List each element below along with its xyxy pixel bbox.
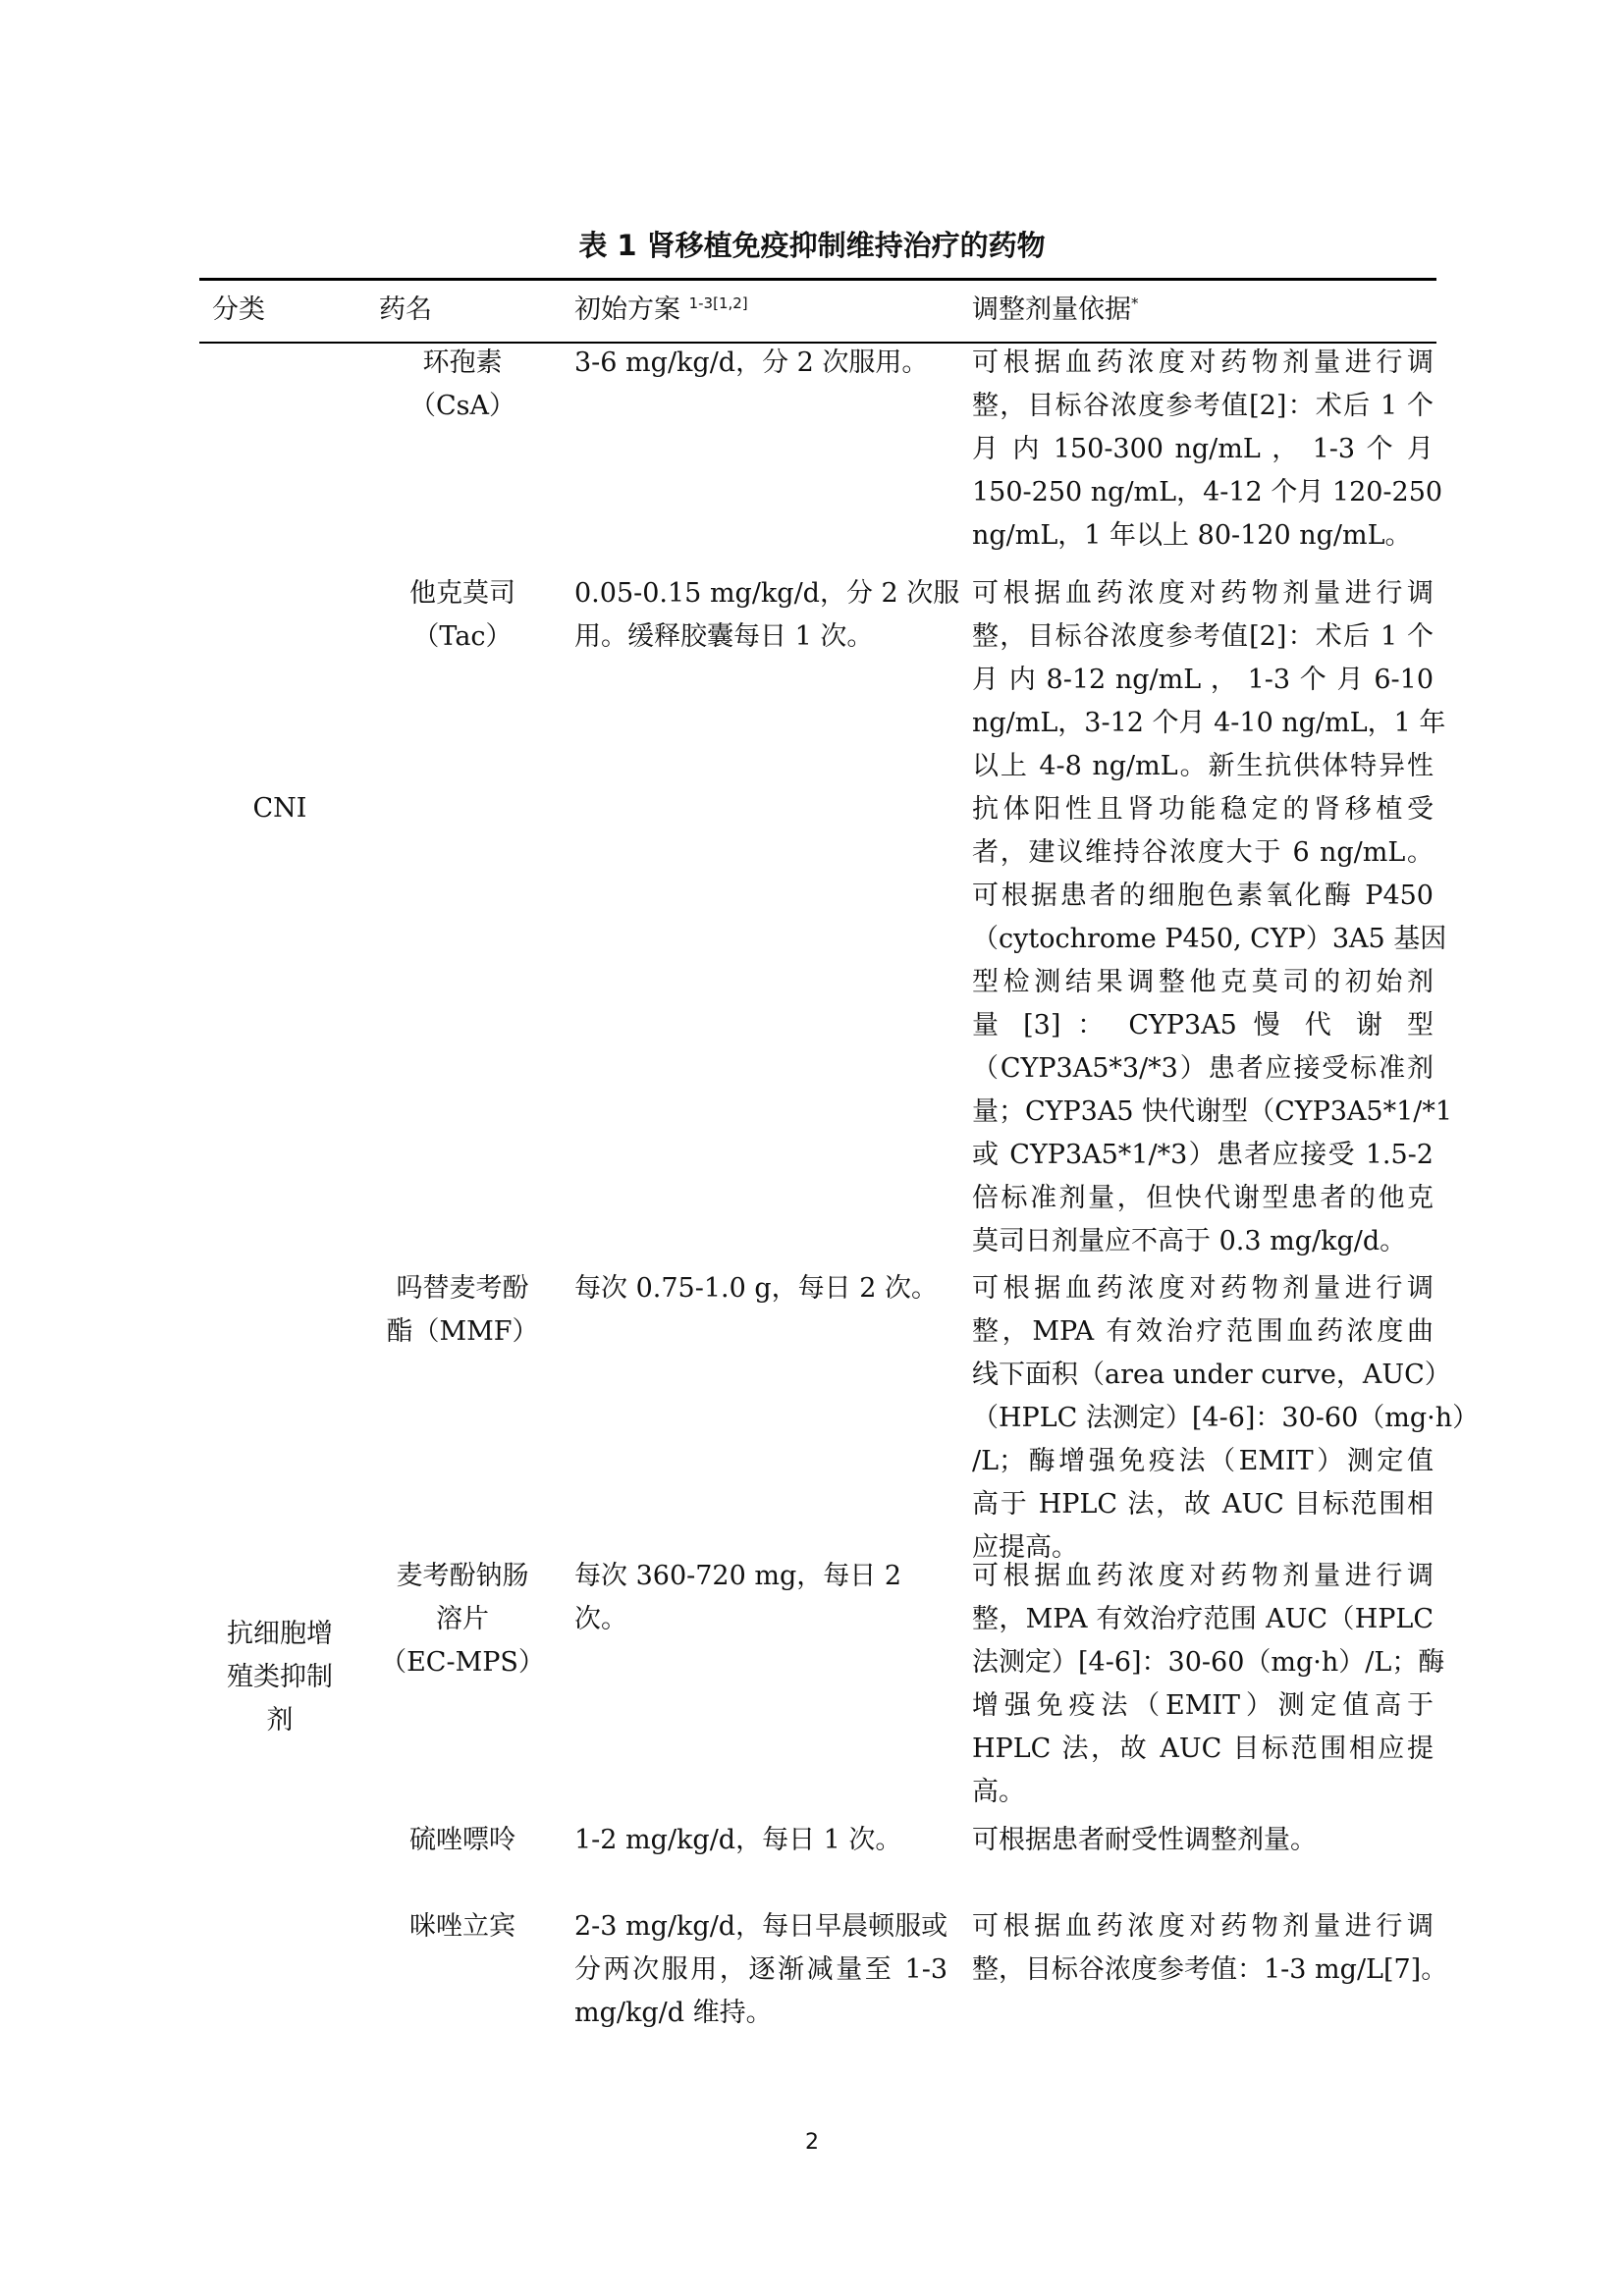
- dose-adjustment-line: 倍标准剂量，但快代谢型患者的他克: [972, 1183, 1434, 1213]
- category-antiproliferative: [201, 1613, 358, 1742]
- table-top-rule: [199, 278, 1436, 281]
- drug-name-line: （Tac）: [412, 621, 513, 652]
- initial-regimen: [574, 572, 960, 659]
- dose-adjustment-line: 法测定）[4-6]：30-60（mg·h）/L；酶: [972, 1647, 1445, 1678]
- drug-name: [369, 1905, 556, 1949]
- category-line: 抗细胞增: [227, 1619, 333, 1649]
- header-initial: [574, 288, 748, 326]
- dose-adjustment: [972, 1267, 1480, 1570]
- dose-adjustment-line: 莫司日剂量应不高于 0.3 mg/kg/d。: [972, 1226, 1407, 1256]
- dose-adjustment-line: （CYP3A5*3/*3）患者应接受标准剂: [972, 1053, 1434, 1084]
- dose-adjustment: [972, 1905, 1448, 1992]
- drug-name: [369, 1819, 556, 1862]
- dose-adjustment-line: 月 内 150-300 ng/mL ， 1-3 个 月: [972, 434, 1434, 464]
- dose-adjustment-line: 线下面积（area under curve，AUC）: [972, 1360, 1451, 1390]
- page-number: 2: [805, 2130, 819, 2155]
- dose-adjustment: [972, 1555, 1445, 1814]
- dose-adjustment-line: 高于 HPLC 法，故 AUC 目标范围相: [972, 1489, 1434, 1520]
- header-initial-label: 初始方案: [574, 294, 680, 325]
- drug-name: [369, 572, 556, 659]
- initial-regimen-line: mg/kg/d 维持。: [574, 1998, 773, 2028]
- drug-name-line: （CsA）: [408, 391, 515, 421]
- initial-regimen-line: 分两次服用，逐渐减量至 1-3: [574, 1954, 947, 1985]
- dose-adjustment-line: 增强免疫法（EMIT）测定值高于: [972, 1690, 1434, 1721]
- drug-name-line: 吗替麦考酚: [396, 1273, 529, 1304]
- initial-regimen-line: 2-3 mg/kg/d，每日早晨顿服或: [574, 1911, 948, 1942]
- dose-adjustment-line: /L；酶增强免疫法（EMIT）测定值: [972, 1446, 1434, 1476]
- dose-adjustment-line: 整，目标谷浓度参考值：1-3 mg/L[7]。: [972, 1954, 1448, 1985]
- drug-name: [369, 1555, 556, 1684]
- drug-name-line: 环孢素: [422, 347, 503, 378]
- initial-regimen-line: 每次 0.75-1.0 g，每日 2 次。: [574, 1273, 938, 1304]
- dose-adjustment-line: ng/mL，3-12 个月 4-10 ng/mL，1 年: [972, 708, 1446, 738]
- category-line: 剂: [266, 1705, 294, 1735]
- drug-name-line: 他克莫司: [409, 578, 515, 609]
- drug-name: [369, 1267, 556, 1354]
- initial-regimen-line: 用。缓释胶囊每日 1 次。: [574, 621, 874, 652]
- drug-name-line: 酯（MMF）: [386, 1316, 539, 1347]
- dose-adjustment-line: 可根据血药浓度对药物剂量进行调: [972, 1561, 1434, 1591]
- dose-adjustment: [972, 572, 1453, 1263]
- dose-adjustment-line: 可根据血药浓度对药物剂量进行调: [972, 578, 1434, 609]
- header-category: 分类: [212, 294, 265, 325]
- dose-adjustment-line: 可根据患者的细胞色素氧化酶 P450: [972, 881, 1434, 911]
- header-drug: 药名: [379, 294, 432, 325]
- dose-adjustment-line: 整，MPA 有效治疗范围血药浓度曲: [972, 1316, 1434, 1347]
- drug-name-line: 硫唑嘌呤: [409, 1825, 515, 1855]
- dose-adjustment-line: ng/mL，1 年以上 80-120 ng/mL。: [972, 520, 1412, 551]
- dose-adjustment-line: 量 [3] ： CYP3A5 慢 代 谢 型: [972, 1010, 1434, 1041]
- dose-adjustment-line: 可根据血药浓度对药物剂量进行调: [972, 347, 1434, 378]
- dose-adjustment-line: 者，建议维持谷浓度大于 6 ng/mL。: [972, 837, 1434, 868]
- dose-adjustment-line: 应提高。: [972, 1532, 1078, 1563]
- dose-adjustment-line: 整，目标谷浓度参考值[2]：术后 1 个: [972, 621, 1434, 652]
- header-initial-ref: 1-3[1,2]: [688, 294, 748, 312]
- category-line: 殖类抑制: [227, 1662, 333, 1692]
- dose-adjustment-line: 可根据血药浓度对药物剂量进行调: [972, 1273, 1434, 1304]
- dose-adjustment-line: 可根据患者耐受性调整剂量。: [972, 1825, 1317, 1855]
- initial-regimen: [574, 1819, 947, 1862]
- dose-adjustment-line: HPLC 法，故 AUC 目标范围相应提: [972, 1734, 1434, 1764]
- header-adjust-label: 调整剂量依据: [972, 294, 1131, 325]
- header-adjust: [972, 288, 1139, 326]
- dose-adjustment-line: 型检测结果调整他克莫司的初始剂: [972, 967, 1434, 997]
- initial-regimen: [574, 1905, 947, 2035]
- drug-name-line: （EC-MPS）: [380, 1647, 545, 1678]
- initial-regimen: [574, 1267, 947, 1310]
- category-cni: CNI: [252, 793, 307, 824]
- dose-adjustment: [972, 342, 1443, 558]
- dose-adjustment-line: 以上 4-8 ng/mL。新生抗供体特异性: [972, 751, 1434, 781]
- drug-name: [369, 342, 556, 428]
- dose-adjustment-line: 抗体阳性且肾功能稳定的肾移植受: [972, 794, 1434, 825]
- initial-regimen: [574, 342, 947, 385]
- drug-name-line: 麦考酚钠肠: [396, 1561, 529, 1591]
- dose-adjustment-line: 可根据血药浓度对药物剂量进行调: [972, 1911, 1434, 1942]
- dose-adjustment-line: 或 CYP3A5*1/*3）患者应接受 1.5-2: [972, 1140, 1434, 1170]
- initial-regimen-line: 0.05-0.15 mg/kg/d，分 2 次服: [574, 578, 960, 609]
- drug-name-line: 溶片: [436, 1604, 489, 1634]
- header-adjust-mark: *: [1131, 294, 1139, 312]
- initial-regimen-line: 3-6 mg/kg/d，分 2 次服用。: [574, 347, 929, 378]
- table-title: 表 1 肾移植免疫抑制维持治疗的药物: [578, 229, 1046, 262]
- drug-name-line: 咪唑立宾: [409, 1911, 515, 1942]
- dose-adjustment-line: 高。: [972, 1777, 1025, 1807]
- dose-adjustment-line: 整，MPA 有效治疗范围 AUC（HPLC: [972, 1604, 1434, 1634]
- dose-adjustment-line: 整，目标谷浓度参考值[2]：术后 1 个: [972, 391, 1434, 421]
- dose-adjustment-line: 月 内 8-12 ng/mL ， 1-3 个 月 6-10: [972, 665, 1434, 695]
- dose-adjustment-line: 量；CYP3A5 快代谢型（CYP3A5*1/*1: [972, 1096, 1453, 1127]
- dose-adjustment-line: 150-250 ng/mL，4-12 个月 120-250: [972, 477, 1443, 507]
- initial-regimen-line: 1-2 mg/kg/d，每日 1 次。: [574, 1825, 902, 1855]
- dose-adjustment-line: （cytochrome P450, CYP）3A5 基因: [972, 924, 1447, 954]
- dose-adjustment: [972, 1819, 1434, 1862]
- dose-adjustment-line: （HPLC 法测定）[4-6]：30-60（mg·h）: [972, 1403, 1480, 1433]
- initial-regimen: [574, 1555, 947, 1641]
- initial-regimen-line: 每次 360-720 mg，每日 2 次。: [574, 1561, 902, 1634]
